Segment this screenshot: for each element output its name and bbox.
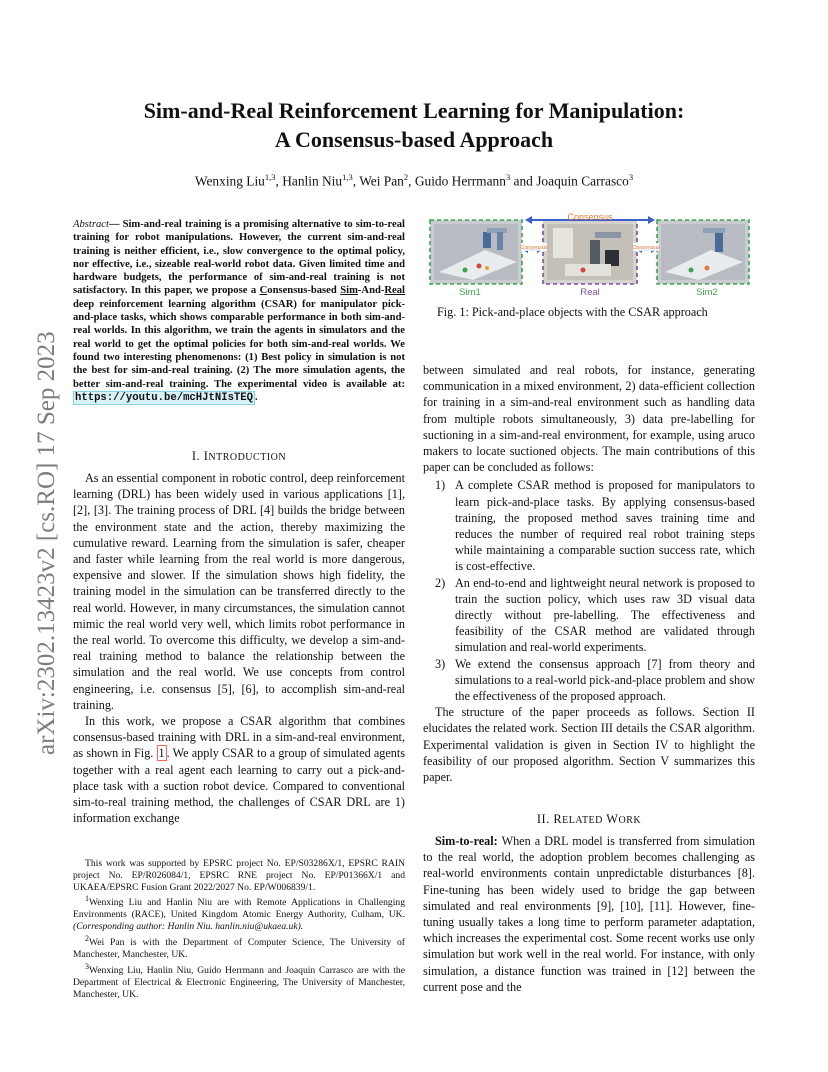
author-affil: 1,3: [342, 172, 353, 182]
figure-reference-link[interactable]: 1: [158, 746, 165, 761]
video-link[interactable]: https://youtu.be/mcHJtNIsTEQ: [75, 391, 254, 404]
author-affil: 2: [403, 172, 409, 182]
paragraph: Sim-to-real: When a DRL model is transferred from simulation to the real world, the adoption problem becomes challenging as real-world environments contain unpredictable disturbances [8]. Fine-tuning has been widely used to bridge the gap between simulated and real environments [9], [10], [11]. However, fine-tuning usually takes a long time to perform parameter adaptation, which increases the experimental cost. Some recent works use only simulation but work well in the real world. For instance, with only simulation, a distance function was trained in [12] between the current pose and the: [423, 834, 755, 994]
real-label: Real: [580, 287, 600, 298]
list-item: 2) An end-to-end and lightweight neural network is proposed to train the suction policy, which uses raw 3D visual data directly without pre-labelling. The effectiveness and feasibility of the CSAR method are validated through simulation and real-world experiments.: [435, 575, 755, 655]
footnote-funding: This work was supported by EPSRC project No. EP/S03286X/1, EPSRC RAIN project No. EP/R026084/1, EPSRC RNE project No. EP/P01366X/1 and UKAEA/EPSRC Fusion Grant 2022/2027 No. EP/W006839/1.: [73, 858, 405, 893]
footnote-affiliation-2: $^2$Wei Pan is with the Department of Computer Science, The University of Manchester, Manchester, UK.: [73, 933, 405, 960]
contribution-list: [423, 477, 755, 704]
consensus-label-top: Consensus: [567, 212, 613, 222]
sim1-label: Sim1: [459, 287, 481, 298]
author-name: Wenxing Liu: [194, 173, 265, 189]
consensus-label-left: Consensus: [520, 245, 548, 251]
list-item: 3) We extend the consensus approach [7] from theory and simulations to a real-world pick-and-place problem and show the effectiveness of the proposed approach.: [435, 656, 755, 704]
paper-title-line-1: Sim-and-Real Reinforcement Learning for Manipulation:: [143, 98, 685, 123]
sim2-label: Sim2: [696, 287, 718, 298]
list-item: 1) A complete CSAR method is proposed for manipulators to learn pick-and-place tasks. By applying consensus-based training, the proposed method saves training time and reduces the number of required real robot training steps while maintaining a comparable suction success rate, which is cost-effective.: [435, 478, 755, 574]
paragraph: As an essential component in robotic control, deep reinforcement learning (DRL) has been widely used in various applications [1], [2], [3]. The training process of DRL [4] builds the bridge between the environment state and the action, thereby maximizing the cumulative reward. Learning from the simulation is safer, cheaper and faster while learning from the real world is more dangerous, expensive and slower. If the simulation shows high fidelity, the training model in the simulation can be transferred directly to the real world. However, in many circumstances, the simulation cannot mimic the real world very well, which limits robot performance in the real world. To overcome this difficulty, we develop a sim-and-real training method to balance the relationship between the simulation and the real world. We use concepts from control engineering, i.e. consensus [5], [6], to accomplish sim-and-real training.: [73, 471, 405, 712]
footnote-affiliation-3: $^3$Wenxing Liu, Hanlin Niu, Guido Herrmann and Joaquin Carrasco are with the Department of Electrical & Electronic Engineering, The University of Manchester, Manchester, UK.: [73, 961, 405, 1000]
author-name: Joaquin Carrasco: [536, 173, 629, 189]
paragraph: between simulated and real robots, for instance, generating communication in a mixed environment, 2) data-efficient collection for training in a sim-and-real environment such as handling data from multiple robots simultaneously, 3) data pre-labelling for suctioning in a sim-and-real environment, for example, using aruco makers to locate suctioned objects. The main contributions of this paper can be concluded as follows:: [423, 363, 755, 475]
sim2-panel: [657, 220, 749, 284]
author-affil: 1,3: [264, 172, 276, 182]
sim1-panel: [430, 220, 522, 284]
author-list: Wenxing Liu$^{1,3}$, Hanlin Niu$^{1,3}$, Wei Pan$^2$, Guido Herrmann$^3$ and Joaquin Carrasco$^3$: [194, 172, 634, 189]
section-heading-introduction: I. INTRODUCTION: [191, 449, 287, 463]
arxiv-stamp: [10, 290, 70, 760]
paragraph: The structure of the paper proceeds as follows. Section II elucidates the related work. Section III details the CSAR algorithm. Experimental validation is given in Section IV to highlight the feasibility of our proposed algorithm. Section V summarizes this paper.: [423, 705, 755, 785]
paragraph: In this work, we propose a CSAR algorithm that combines consensus-based training with DRL in a sim-and-real environment, as shown in Fig. 1 . We apply CSAR to a group of simulated agents together with a real agent each learning to carry out a pick-and-place task with a suction robot device. Compared to conventional sim-to-real training method, the challenges of CSAR DRL are 1) information exchange: [73, 714, 405, 826]
abstract: Abstract— Sim-and-real training is a promising alternative to sim-to-real training for robot manipulations. However, the current sim-and-real training is neither efficient, i.e., slow convergence to the optimal policy, nor effective, i.e., sizeable real-world robot data. Given limited time and hardware budgets, the performance of sim-and-real training is not satisfactory. In this paper, we propose a Consensus-based Sim-And-Real deep reinforcement learning algorithm (CSAR) for manipulator pick-and-place tasks, which shows comparable performance in both sim-and-real worlds. In this algorithm, we train the agents in simulators and the real world to get the optimal policies for both sim-and-real worlds. We found two interesting phenomenons: (1) Best policy in simulation is not the best for sim-and-real training. (2) The more simulation agents, the better sim-and-real training. The experimental video is available at: https://youtu.be/mcHJtNIsTEQ .: [73, 219, 405, 404]
author-name: Hanlin Niu: [282, 173, 343, 189]
footnote-affiliation-1: $^1$Wenxing Liu and Hanlin Niu are with Remote Applications in Challenging Environments (RACE), United Kingdom Atomic Energy Authority, Culham, UK. (Corresponding author: Hanlin Niu. hanlin.niu@ukaea.uk).: [73, 894, 405, 933]
introduction-body: [73, 470, 405, 826]
paragraph-lead: Sim-to-real:: [435, 834, 498, 848]
author-affil: 3: [628, 172, 634, 182]
paper-title-line-2: A Consensus-based Approach: [274, 127, 554, 152]
figure-1-diagram: [425, 210, 755, 298]
right-column-body: [423, 362, 755, 785]
section-heading-related-work: II. RELATED WORK: [536, 812, 642, 826]
author-name: Wei Pan: [359, 173, 404, 189]
abstract-label: Abstract: [73, 219, 109, 230]
real-panel: [543, 220, 637, 284]
author-name: Guido Herrmann: [414, 173, 506, 189]
author-affil: 3: [505, 172, 511, 182]
arxiv-id: arXiv:2302.13423v2 [cs.RO] 17 Sep 2023: [33, 331, 60, 755]
footnotes: [73, 858, 405, 1000]
related-work-body: [423, 833, 755, 995]
consensus-label-right: Consensus: [632, 245, 660, 251]
figure-1-caption: Fig. 1: Pick-and-place objects with the CSAR approach: [437, 305, 708, 319]
